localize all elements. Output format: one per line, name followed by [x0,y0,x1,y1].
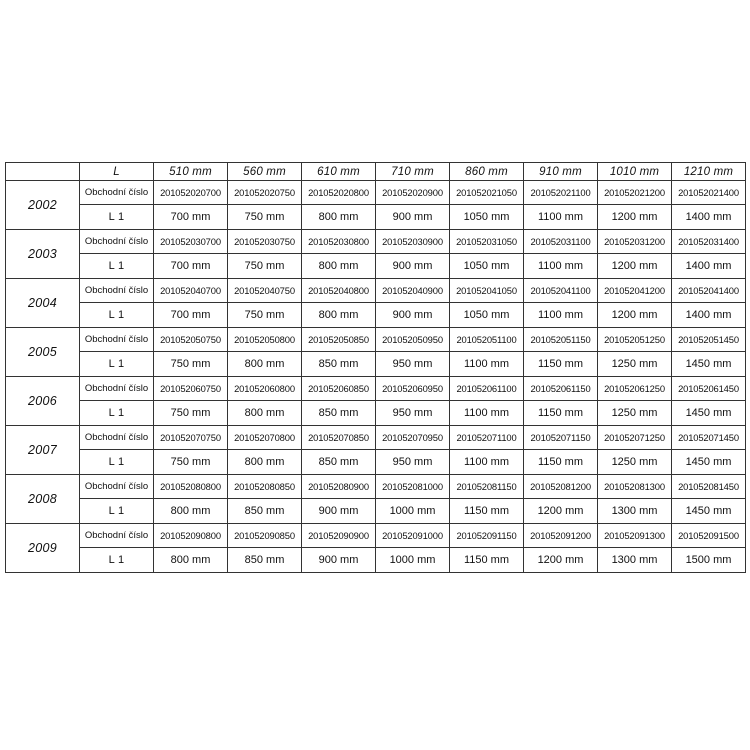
length-cell: 900 mm [376,254,450,279]
length-cell: 1250 mm [598,450,672,475]
code-row [6,181,746,205]
code-row-label: Obchodní číslo [80,377,154,401]
product-code-cell: 201052031200 [598,230,672,254]
product-code-cell: 201052081300 [598,475,672,499]
length-row-label: L 1 [80,205,154,230]
product-code-cell: 201052061100 [450,377,524,401]
length-cell: 1100 mm [450,401,524,426]
product-code-cell: 201052071150 [524,426,598,450]
length-cell: 1400 mm [672,254,746,279]
length-cell: 900 mm [302,499,376,524]
header-corner-label: L [80,163,154,181]
table-body [6,181,746,573]
product-code-cell: 201052090800 [154,524,228,548]
length-cell: 1500 mm [672,548,746,573]
product-code-cell: 201052021050 [450,181,524,205]
length-cell: 800 mm [154,499,228,524]
length-cell: 850 mm [302,352,376,377]
product-code-cell: 201052031050 [450,230,524,254]
length-cell: 1200 mm [598,254,672,279]
length-cell: 800 mm [228,450,302,475]
product-code-cell: 201052091000 [376,524,450,548]
year-label: 2009 [6,524,80,573]
product-code-cell: 201052081200 [524,475,598,499]
table-header [6,163,746,181]
code-row [6,475,746,499]
product-code-cell: 201052040700 [154,279,228,303]
length-cell: 1050 mm [450,303,524,328]
product-code-cell: 201052030800 [302,230,376,254]
product-code-cell: 201052060750 [154,377,228,401]
length-cell: 900 mm [376,303,450,328]
length-row-label: L 1 [80,352,154,377]
length-cell: 900 mm [376,205,450,230]
product-code-cell: 201052051150 [524,328,598,352]
product-code-cell: 201052021100 [524,181,598,205]
column-header: 710 mm [376,163,450,181]
length-cell: 850 mm [302,401,376,426]
year-label: 2003 [6,230,80,279]
product-code-cell: 201052040900 [376,279,450,303]
product-code-cell: 201052030750 [228,230,302,254]
length-row-label: L 1 [80,401,154,426]
product-code-cell: 201052041050 [450,279,524,303]
product-code-cell: 201052020750 [228,181,302,205]
product-code-cell: 201052081150 [450,475,524,499]
code-row-label: Obchodní číslo [80,426,154,450]
year-label: 2006 [6,377,80,426]
product-code-cell: 201052061250 [598,377,672,401]
length-row [6,450,746,475]
product-code-cell: 201052031400 [672,230,746,254]
length-cell: 1200 mm [524,548,598,573]
product-code-cell: 201052050850 [302,328,376,352]
length-cell: 1300 mm [598,499,672,524]
length-cell: 1150 mm [524,352,598,377]
column-header: 510 mm [154,163,228,181]
product-code-cell: 201052070800 [228,426,302,450]
length-cell: 800 mm [228,401,302,426]
product-code-cell: 201052051450 [672,328,746,352]
code-row-label: Obchodní číslo [80,230,154,254]
code-row [6,524,746,548]
product-code-cell: 201052090900 [302,524,376,548]
length-cell: 1450 mm [672,499,746,524]
length-cell: 1450 mm [672,352,746,377]
length-cell: 750 mm [154,450,228,475]
length-cell: 950 mm [376,352,450,377]
length-cell: 1150 mm [450,548,524,573]
product-code-cell: 201052051100 [450,328,524,352]
product-code-cell: 201052071250 [598,426,672,450]
column-header: 610 mm [302,163,376,181]
length-cell: 750 mm [154,352,228,377]
code-row-label: Obchodní číslo [80,524,154,548]
product-code-cell: 201052040750 [228,279,302,303]
product-code-cell: 201052070750 [154,426,228,450]
length-row [6,401,746,426]
column-header: 1210 mm [672,163,746,181]
year-label: 2005 [6,328,80,377]
product-code-cell: 201052091500 [672,524,746,548]
length-cell: 1250 mm [598,352,672,377]
product-code-cell: 201052091300 [598,524,672,548]
length-cell: 800 mm [154,548,228,573]
length-cell: 1100 mm [524,254,598,279]
dimension-table [5,162,746,573]
product-code-cell: 201052080850 [228,475,302,499]
product-code-cell: 201052081000 [376,475,450,499]
dimension-table-sheet [5,162,745,573]
length-row-label: L 1 [80,548,154,573]
length-row [6,303,746,328]
length-row-label: L 1 [80,499,154,524]
length-cell: 950 mm [376,450,450,475]
length-row [6,499,746,524]
code-row [6,328,746,352]
length-cell: 1200 mm [598,205,672,230]
header-blank-cell [6,163,80,181]
product-code-cell: 201052041400 [672,279,746,303]
code-row [6,230,746,254]
product-code-cell: 201052061450 [672,377,746,401]
product-code-cell: 201052081450 [672,475,746,499]
product-code-cell: 201052090850 [228,524,302,548]
length-cell: 1150 mm [524,450,598,475]
column-header: 1010 mm [598,163,672,181]
length-cell: 1450 mm [672,401,746,426]
code-row-label: Obchodní číslo [80,279,154,303]
column-header: 860 mm [450,163,524,181]
product-code-cell: 201052071100 [450,426,524,450]
product-code-cell: 201052070950 [376,426,450,450]
length-cell: 900 mm [302,548,376,573]
product-code-cell: 201052020900 [376,181,450,205]
product-code-cell: 201052050950 [376,328,450,352]
length-cell: 850 mm [228,499,302,524]
product-code-cell: 201052060850 [302,377,376,401]
code-row-label: Obchodní číslo [80,181,154,205]
length-cell: 1300 mm [598,548,672,573]
length-cell: 750 mm [228,303,302,328]
product-code-cell: 201052050800 [228,328,302,352]
product-code-cell: 201052021400 [672,181,746,205]
code-row-label: Obchodní číslo [80,328,154,352]
product-code-cell: 201052040800 [302,279,376,303]
length-cell: 1150 mm [450,499,524,524]
length-cell: 1250 mm [598,401,672,426]
product-code-cell: 201052080800 [154,475,228,499]
length-cell: 1100 mm [450,450,524,475]
product-code-cell: 201052050750 [154,328,228,352]
length-cell: 800 mm [228,352,302,377]
length-cell: 1100 mm [524,303,598,328]
length-cell: 1200 mm [524,499,598,524]
length-row-label: L 1 [80,254,154,279]
length-cell: 750 mm [228,254,302,279]
length-cell: 750 mm [154,401,228,426]
product-code-cell: 201052060950 [376,377,450,401]
length-cell: 800 mm [302,205,376,230]
length-cell: 850 mm [228,548,302,573]
length-cell: 1050 mm [450,254,524,279]
product-code-cell: 201052051250 [598,328,672,352]
length-row [6,548,746,573]
length-row [6,352,746,377]
year-label: 2004 [6,279,80,328]
product-code-cell: 201052021200 [598,181,672,205]
length-row [6,254,746,279]
product-code-cell: 201052071450 [672,426,746,450]
code-row [6,377,746,401]
product-code-cell: 201052091150 [450,524,524,548]
length-cell: 1400 mm [672,205,746,230]
length-cell: 1100 mm [450,352,524,377]
length-row [6,205,746,230]
length-cell: 700 mm [154,254,228,279]
code-row [6,426,746,450]
year-label: 2002 [6,181,80,230]
product-code-cell: 201052020700 [154,181,228,205]
product-code-cell: 201052080900 [302,475,376,499]
product-code-cell: 201052030700 [154,230,228,254]
code-row [6,279,746,303]
product-code-cell: 201052070850 [302,426,376,450]
length-cell: 800 mm [302,254,376,279]
length-cell: 1000 mm [376,548,450,573]
length-cell: 950 mm [376,401,450,426]
product-code-cell: 201052030900 [376,230,450,254]
length-cell: 700 mm [154,205,228,230]
length-cell: 1150 mm [524,401,598,426]
length-cell: 700 mm [154,303,228,328]
code-row-label: Obchodní číslo [80,475,154,499]
length-cell: 850 mm [302,450,376,475]
length-cell: 750 mm [228,205,302,230]
column-header: 560 mm [228,163,302,181]
length-cell: 1200 mm [598,303,672,328]
product-code-cell: 201052061150 [524,377,598,401]
length-cell: 1000 mm [376,499,450,524]
product-code-cell: 201052091200 [524,524,598,548]
year-label: 2007 [6,426,80,475]
length-cell: 1450 mm [672,450,746,475]
length-cell: 1400 mm [672,303,746,328]
year-label: 2008 [6,475,80,524]
product-code-cell: 201052041100 [524,279,598,303]
length-cell: 800 mm [302,303,376,328]
column-header: 910 mm [524,163,598,181]
header-row [6,163,746,181]
product-code-cell: 201052031100 [524,230,598,254]
length-row-label: L 1 [80,303,154,328]
length-cell: 1100 mm [524,205,598,230]
length-cell: 1050 mm [450,205,524,230]
product-code-cell: 201052060800 [228,377,302,401]
product-code-cell: 201052041200 [598,279,672,303]
length-row-label: L 1 [80,450,154,475]
product-code-cell: 201052020800 [302,181,376,205]
